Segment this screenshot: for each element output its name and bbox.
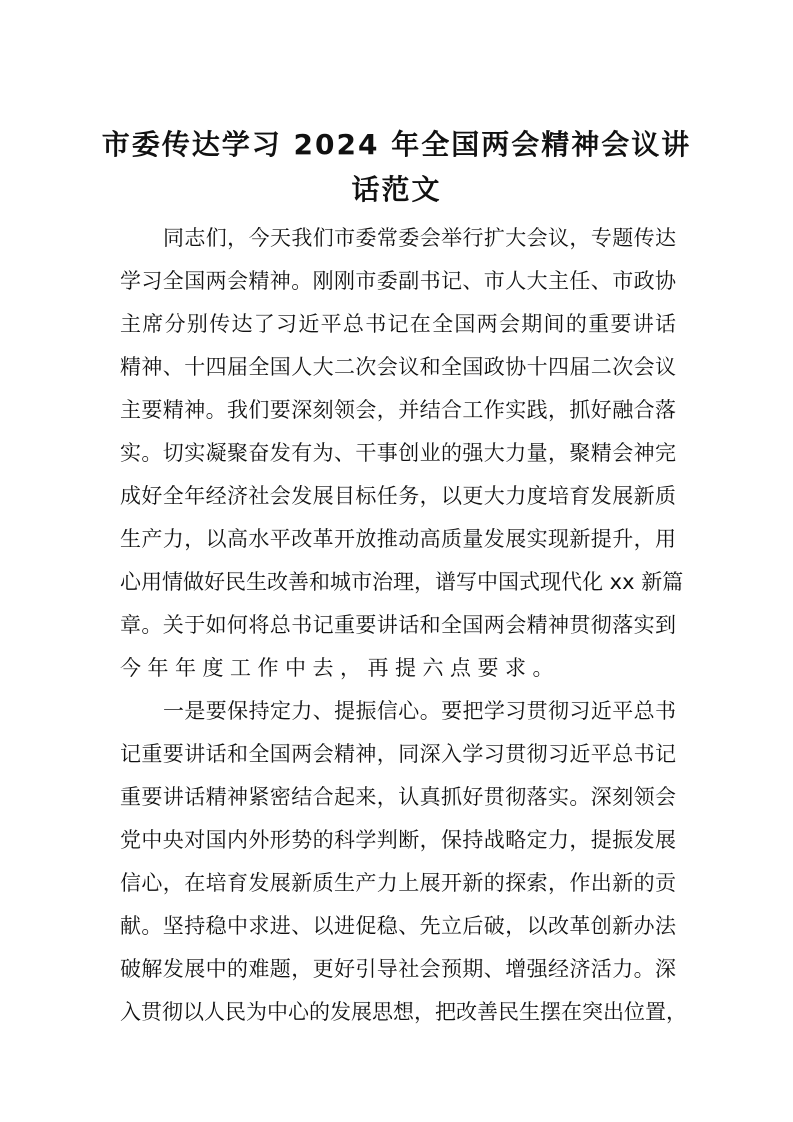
paragraph-line: 主要精神。我们要深刻领会，并结合工作实践，抓好融合落 bbox=[120, 398, 676, 422]
paragraph-line: 今年年度工作中去，再提六点要求。 bbox=[120, 656, 560, 680]
paragraph-line: 信心，在培育发展新质生产力上展开新的探索，作出新的贡 bbox=[120, 871, 676, 895]
paragraph-line: 入贯彻以人民为中心的发展思想，把改善民生摆在突出位置， bbox=[120, 1000, 687, 1024]
paragraph-line: 学习全国两会精神。刚刚市委副书记、市人大主任、市政协 bbox=[120, 269, 676, 293]
paragraph-line: 章。关于如何将总书记重要讲话和全国两会精神贯彻落实到 bbox=[120, 613, 676, 637]
paragraph-line: 生产力，以高水平改革开放推动高质量发展实现新提升，用 bbox=[120, 527, 676, 551]
paragraph-line: 党中央对国内外形势的科学判断，保持战略定力，提振发展 bbox=[120, 828, 676, 852]
paragraph-line: 记重要讲话和全国两会精神，同深入学习贯彻习近平总书记 bbox=[120, 742, 676, 766]
document-title-line-1: 市委传达学习 2024 年全国两会精神会议讲 bbox=[101, 128, 692, 161]
paragraph-line: 成好全年经济社会发展目标任务，以更大力度培育发展新质 bbox=[120, 484, 676, 508]
paragraph-line: 献。坚持稳中求进、以进促稳、先立后破，以改革创新办法 bbox=[120, 914, 676, 938]
paragraph-line: 主席分别传达了习近平总书记在全国两会期间的重要讲话 bbox=[120, 312, 676, 336]
paragraph-line: 精神、十四届全国人大二次会议和全国政协十四届二次会议 bbox=[120, 355, 676, 379]
paragraph-line: 同志们，今天我们市委常委会举行扩大会议，专题传达 bbox=[163, 226, 676, 250]
paragraph-line: 重要讲话精神紧密结合起来，认真抓好贯彻落实。深刻领会 bbox=[120, 785, 676, 809]
paragraph-line: 实。切实凝聚奋发有为、干事创业的强大力量，聚精会神完 bbox=[120, 441, 676, 465]
paragraph-line: 一是要保持定力、提振信心。要把学习贯彻习近平总书 bbox=[163, 699, 676, 723]
paragraph-line: 心用情做好民生改善和城市治理，谱写中国式现代化 xx 新篇 bbox=[120, 570, 684, 594]
paragraph-line: 破解发展中的难题，更好引导社会预期、增强经济活力。深 bbox=[120, 957, 676, 981]
document-title-line-2: 话范文 bbox=[351, 173, 442, 206]
